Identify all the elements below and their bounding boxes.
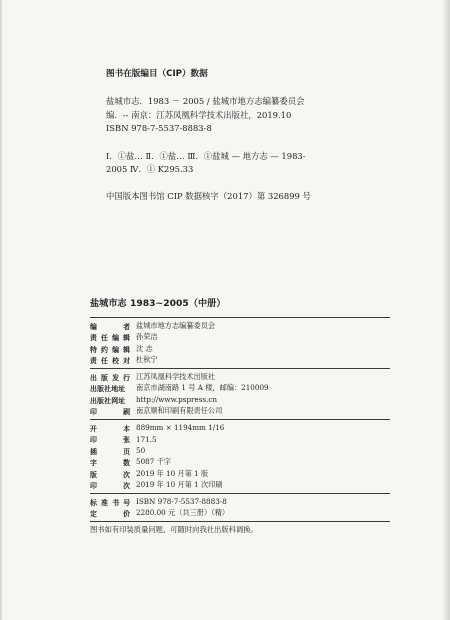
colophon-label-char: 刷 [123,408,130,417]
colophon-label-char: 出版社网址 [90,396,126,405]
colophon-value: 50 [136,446,146,456]
colophon-label [90,383,130,393]
colophon-label-char: 字 [90,459,97,468]
colophon-label-char: 次 [123,482,130,491]
colophon-label-char: 次 [123,470,130,479]
colophon-value: 2019 年 10 月第 1 版 [136,468,209,478]
colophon [90,297,390,536]
colophon-group [90,368,390,419]
colophon-value: 171.5 [136,434,157,444]
colophon-label [90,355,130,365]
book-title: 盐城市志 1983~2005（中册） [90,298,226,309]
colophon-row [90,434,390,446]
colophon-row [90,355,390,367]
colophon-label [90,480,130,490]
colophon-label-char: 特 [90,345,97,354]
colophon-value: 2280.00 元（共三册）（精） [136,508,230,518]
colophon-label-char: 出版社地址 [90,385,126,394]
colophon-group [90,493,390,522]
colophon-label [90,344,130,354]
colophon-value: http://www.pspress.cn [136,395,218,405]
colophon-row [90,343,390,355]
quality-note: 图书如有印装质量问题，可随时向我社出版科调换。 [90,525,258,534]
colophon-label-char: 插 [90,447,97,456]
colophon-value: 889mm × 1194mm 1/16 [136,423,225,433]
colophon-groups [90,317,390,522]
colophon-label-char: 书 [112,498,119,507]
cip-heading: 图书在版编目（CIP）数据 [106,69,208,79]
colophon-row [90,480,390,492]
colophon-group [90,419,390,493]
colophon-label [90,332,130,342]
colophon-value: 盐城市地方志编纂委员会 [136,320,216,330]
colophon-label-char: 开 [90,424,97,433]
colophon-row [90,371,390,383]
colophon-label-char: 张 [123,436,130,445]
colophon-label-char: 印 [90,408,97,417]
colophon-value: 5087 千字 [136,457,171,467]
cip-isbn-line: ISBN 978-7-5537-8883-8 [106,123,212,134]
colophon-label-char: 约 [101,345,108,354]
cip-check-number: 中国版本图书馆 CIP 数据核字（2017）第 326899 号 [106,191,311,202]
cip-description [106,95,406,135]
cip-description-line: 编．-- 南京：江苏凤凰科学技术出版社，2019.10 [106,109,292,120]
page-right-edge-shadow [442,0,450,620]
colophon-label [90,497,130,507]
colophon-label-char: 发 [112,373,119,382]
colophon-label-char: 任 [101,334,108,343]
colophon-label [90,372,130,382]
colophon-label-char: 印 [90,482,97,491]
colophon-value: 杜秋宁 [136,355,158,365]
cip-block [106,68,406,204]
colophon-value: 江苏凤凰科学技术出版社 [136,371,216,381]
colophon-label-char: 编 [90,322,97,331]
colophon-label [90,406,130,416]
colophon-row [90,320,390,332]
colophon-label [90,321,130,331]
colophon-label [90,434,130,444]
colophon-row [90,422,390,434]
colophon-label-char: 页 [123,447,130,456]
colophon-label [90,395,130,405]
colophon-row [90,496,390,508]
colophon-label-char: 辑 [123,334,130,343]
colophon-label [90,423,130,433]
colophon-label-char: 编 [112,345,119,354]
colophon-row [90,406,390,418]
colophon-label [90,469,130,479]
colophon-label-char: 印 [90,436,97,445]
colophon-label-char: 辑 [123,345,130,354]
colophon-label-char: 号 [123,498,130,507]
colophon-label-char: 版 [90,470,97,479]
colophon-label-char: 出 [90,373,97,382]
colophon-value: 沈 志 [136,343,153,353]
colophon-label-char: 数 [123,459,130,468]
colophon-label-char: 任 [101,357,108,366]
colophon-label-char: 校 [112,357,119,366]
colophon-row [90,457,390,469]
colophon-label-char: 责 [90,357,97,366]
colophon-value: 孙荣洁 [136,332,158,342]
colophon-value: 南京市湖南路 1 号 A 楼，邮编：210009 [136,383,269,393]
colophon-label-char: 者 [123,322,130,331]
colophon-label-char: 本 [123,424,130,433]
colophon-label-char: 编 [112,334,119,343]
colophon-label [90,446,130,456]
colophon-label-char: 版 [101,373,108,382]
colophon-row [90,468,390,480]
colophon-label-char: 标 [90,498,97,507]
cip-classification-line: 2005 Ⅳ．① K295.33 [106,164,194,175]
colophon-group [90,317,390,368]
colophon-row [90,394,390,406]
colophon-label-char: 定 [90,510,97,519]
colophon-row [90,508,390,520]
colophon-value: ISBN 978-7-5537-8883-8 [136,497,227,507]
colophon-row [90,445,390,457]
colophon-label [90,457,130,467]
colophon-value: 2019 年 10 月第 1 次印刷 [136,480,223,490]
colophon-label-char: 行 [123,373,130,382]
colophon-row [90,383,390,395]
colophon-label-char: 准 [101,498,108,507]
colophon-label [90,508,130,518]
colophon-value: 南京顺和印刷有限责任公司 [136,406,223,416]
page-left-edge-shadow [0,0,3,620]
colophon-label-char: 价 [123,510,130,519]
cip-classification [106,150,406,177]
cip-description-line: 盐城市志．1983 － 2005 / 盐城市地方志编纂委员会 [106,96,305,107]
colophon-label-char: 对 [123,357,130,366]
colophon-label-char: 责 [90,334,97,343]
cip-classification-line: Ⅰ．①盐… Ⅱ．①盐… Ⅲ．①盐城 — 地方志 — 1983- [106,150,306,161]
colophon-row [90,332,390,344]
